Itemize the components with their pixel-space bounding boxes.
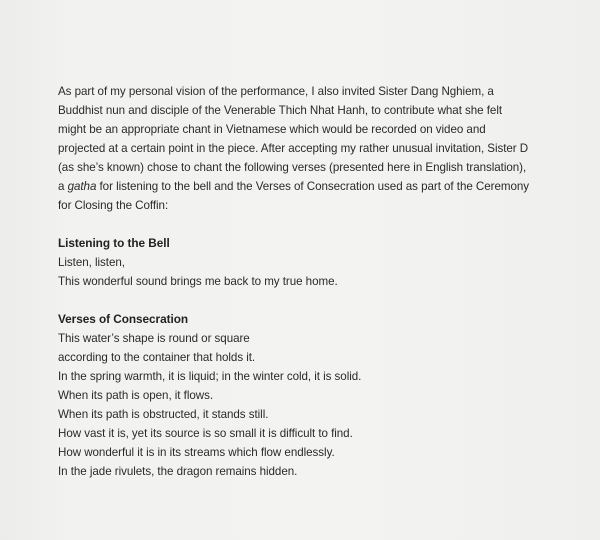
intro-line: As part of my personal vision of the performance, I also invited Sister Dang Nghiem, a: [58, 85, 494, 98]
intro-line: might be an appropriate chant in Vietnamese which would be recorded on video and: [58, 123, 486, 136]
verse-line: according to the container that holds it.: [58, 351, 256, 364]
intro-line: for Closing the Coffin:: [58, 199, 169, 212]
consecration-heading: Verses of Consecration: [58, 312, 189, 326]
verse-line: Listen, listen,: [58, 256, 125, 269]
intro-line: [58, 177, 548, 196]
consecration-verse: [58, 329, 548, 481]
intro-line-suffix: for listening to the bell and the Verses of Consecration used as part of the Ceremony: [96, 180, 529, 193]
listening-bell-verse: [58, 253, 548, 291]
verse-line: When its path is open, it flows.: [58, 389, 213, 402]
intro-line-prefix: a: [58, 180, 68, 193]
page-content: [58, 82, 548, 481]
verse-line: In the spring warmth, it is liquid; in the winter cold, it is solid.: [58, 370, 362, 383]
intro-line: projected at a certain point in the piece. After accepting my rather unusual invitation, Sister D: [58, 142, 529, 155]
intro-line: Buddhist nun and disciple of the Venerable Thich Nhat Hanh, to contribute what she felt: [58, 104, 503, 117]
gatha-term: gatha: [67, 180, 97, 193]
listening-bell-heading: Listening to the Bell: [58, 236, 170, 250]
verse-line: This wonderful sound brings me back to my true home.: [58, 275, 338, 288]
verse-line: In the jade rivulets, the dragon remains hidden.: [58, 465, 298, 478]
verse-line: When its path is obstructed, it stands still.: [58, 408, 269, 421]
verse-line: How vast it is, yet its source is so small it is difficult to find.: [58, 427, 353, 440]
verse-line: How wonderful it is in its streams which flow endlessly.: [58, 446, 335, 459]
verse-line: This water’s shape is round or square: [58, 332, 250, 345]
intro-paragraph: [58, 82, 548, 215]
intro-line: (as she’s known) chose to chant the following verses (presented here in English translation),: [58, 161, 527, 174]
